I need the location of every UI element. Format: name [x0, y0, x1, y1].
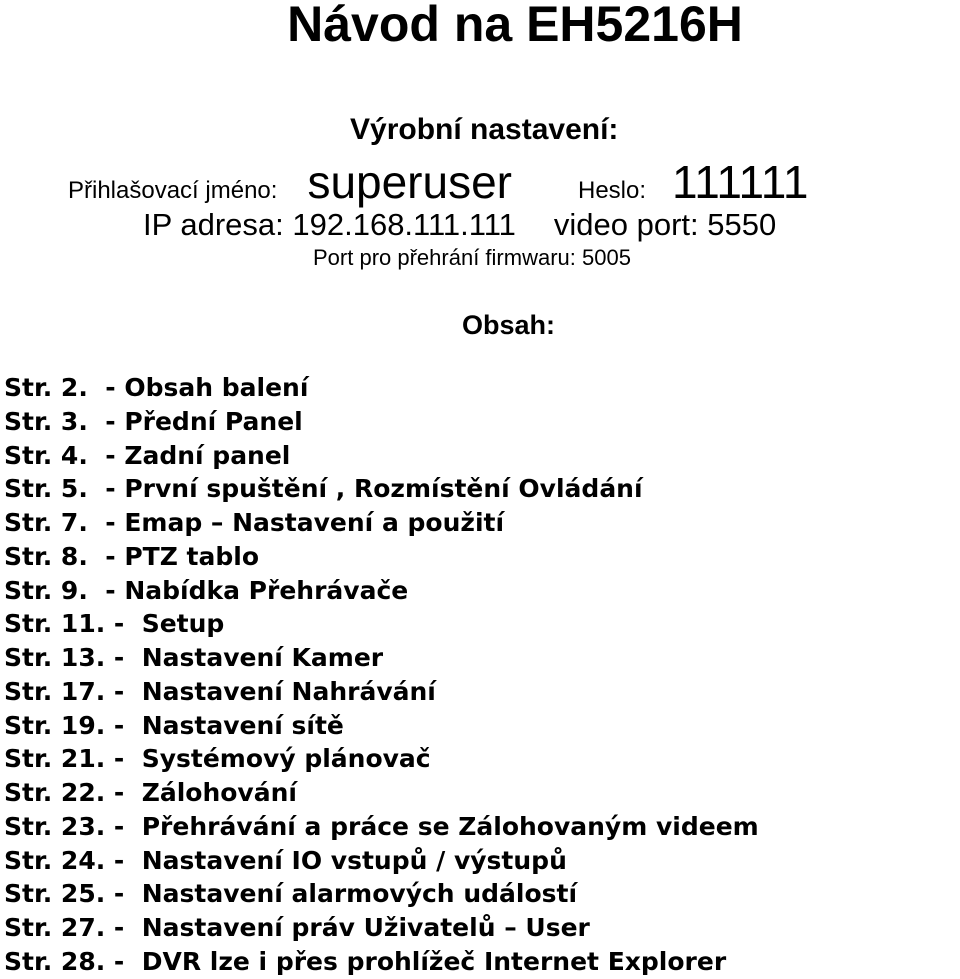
- toc-page: Str. 5.: [4, 474, 88, 504]
- toc-item: [4, 776, 759, 810]
- toc-separator: -: [105, 676, 142, 706]
- toc-label: Nastavení sítě: [141, 710, 344, 740]
- toc-separator: -: [105, 913, 142, 942]
- ip-address-row: [143, 205, 776, 245]
- toc-label: Nabídka Přehrávače: [124, 575, 409, 605]
- toc-page: Str. 19.: [4, 710, 106, 740]
- video-port-value: 5550: [707, 207, 777, 242]
- toc-item: [4, 439, 759, 473]
- firmware-port-row: [313, 244, 631, 272]
- toc-item: [4, 742, 759, 776]
- toc-item: [4, 405, 759, 439]
- password-label: Heslo:: [578, 177, 647, 204]
- toc-page: Str. 2.: [4, 373, 88, 402]
- toc-label: Zadní panel: [124, 440, 291, 470]
- factory-settings-heading: Výrobní nastavení:: [350, 113, 619, 146]
- toc-item: [4, 641, 759, 675]
- toc-separator: -: [87, 373, 125, 402]
- document-title: Návod na EH5216H: [287, 0, 743, 52]
- toc-separator: -: [105, 811, 142, 841]
- toc-label: Nastavení Kamer: [141, 643, 384, 672]
- table-of-contents: [4, 371, 759, 979]
- firmware-port-value: 5005: [582, 245, 631, 270]
- ip-address-value: 192.168.111.111: [292, 207, 516, 242]
- toc-separator: -: [105, 879, 142, 909]
- toc-label: DVR lze i přes prohlížeč Internet Explorer: [141, 946, 727, 976]
- toc-page: Str. 17.: [4, 676, 106, 706]
- toc-page: Str. 22.: [4, 778, 106, 807]
- toc-item: [4, 709, 759, 743]
- toc-label: Přehrávání a práce se Zálohovaným videem: [141, 811, 759, 841]
- toc-page: Str. 23.: [4, 811, 106, 841]
- toc-separator: -: [105, 744, 142, 774]
- toc-page: Str. 4.: [4, 440, 88, 470]
- toc-label: Přední Panel: [124, 406, 303, 436]
- toc-label: Zálohování: [141, 778, 297, 807]
- toc-label: Systémový plánovač: [141, 744, 431, 774]
- toc-label: Nastavení Nahrávání: [141, 676, 436, 706]
- toc-label: Nastavení IO vstupů / výstupů: [141, 845, 567, 875]
- toc-separator: -: [105, 643, 142, 672]
- toc-item: [4, 877, 759, 911]
- toc-item: [4, 371, 759, 405]
- toc-separator: -: [105, 845, 142, 875]
- toc-separator: -: [87, 440, 125, 470]
- video-port-label: video port:: [553, 207, 699, 242]
- toc-page: Str. 21.: [4, 744, 106, 774]
- toc-item: [4, 472, 759, 506]
- toc-item: [4, 506, 759, 540]
- toc-page: Str. 8.: [4, 541, 88, 571]
- toc-separator: -: [87, 541, 125, 571]
- password-value: 111111: [672, 156, 809, 208]
- toc-label: PTZ tablo: [124, 541, 259, 571]
- toc-label: Emap – Nastavení a použití: [124, 508, 505, 537]
- toc-item: [4, 844, 759, 878]
- toc-page: Str. 25.: [4, 879, 106, 909]
- toc-item: [4, 540, 759, 574]
- toc-page: Str. 28.: [4, 946, 106, 976]
- toc-page: Str. 9.: [4, 575, 88, 605]
- toc-item: [4, 574, 759, 608]
- toc-item: [4, 810, 759, 844]
- login-name-value: superuser: [307, 156, 512, 208]
- toc-item: [4, 911, 759, 945]
- toc-separator: -: [105, 946, 142, 976]
- toc-page: Str. 7.: [4, 508, 88, 537]
- toc-label: První spuštění , Rozmístění Ovládání: [124, 474, 643, 504]
- toc-item: [4, 607, 759, 641]
- toc-label: Nastavení práv Uživatelů – User: [141, 913, 590, 942]
- toc-page: Str. 3.: [4, 406, 88, 436]
- toc-item: [4, 945, 759, 979]
- firmware-port-label: Port pro přehrání firmwaru:: [313, 245, 576, 270]
- toc-label: Setup: [141, 609, 225, 639]
- toc-label: Obsah balení: [124, 373, 309, 402]
- toc-separator: -: [87, 406, 125, 436]
- toc-page: Str. 11.: [4, 609, 106, 639]
- toc-label: Nastavení alarmových událostí: [141, 879, 578, 909]
- toc-separator: -: [105, 778, 142, 807]
- ip-address-label: IP adresa:: [143, 207, 284, 242]
- toc-separator: -: [87, 575, 125, 605]
- toc-page: Str. 24.: [4, 845, 106, 875]
- toc-separator: -: [87, 508, 125, 537]
- toc-separator: -: [105, 710, 142, 740]
- toc-item: [4, 675, 759, 709]
- login-name-label: Přihlašovací jméno:: [68, 177, 278, 204]
- toc-separator: -: [87, 474, 125, 504]
- toc-page: Str. 27.: [4, 913, 106, 942]
- contents-heading: Obsah:: [462, 310, 556, 340]
- toc-separator: -: [105, 609, 142, 639]
- toc-page: Str. 13.: [4, 643, 106, 672]
